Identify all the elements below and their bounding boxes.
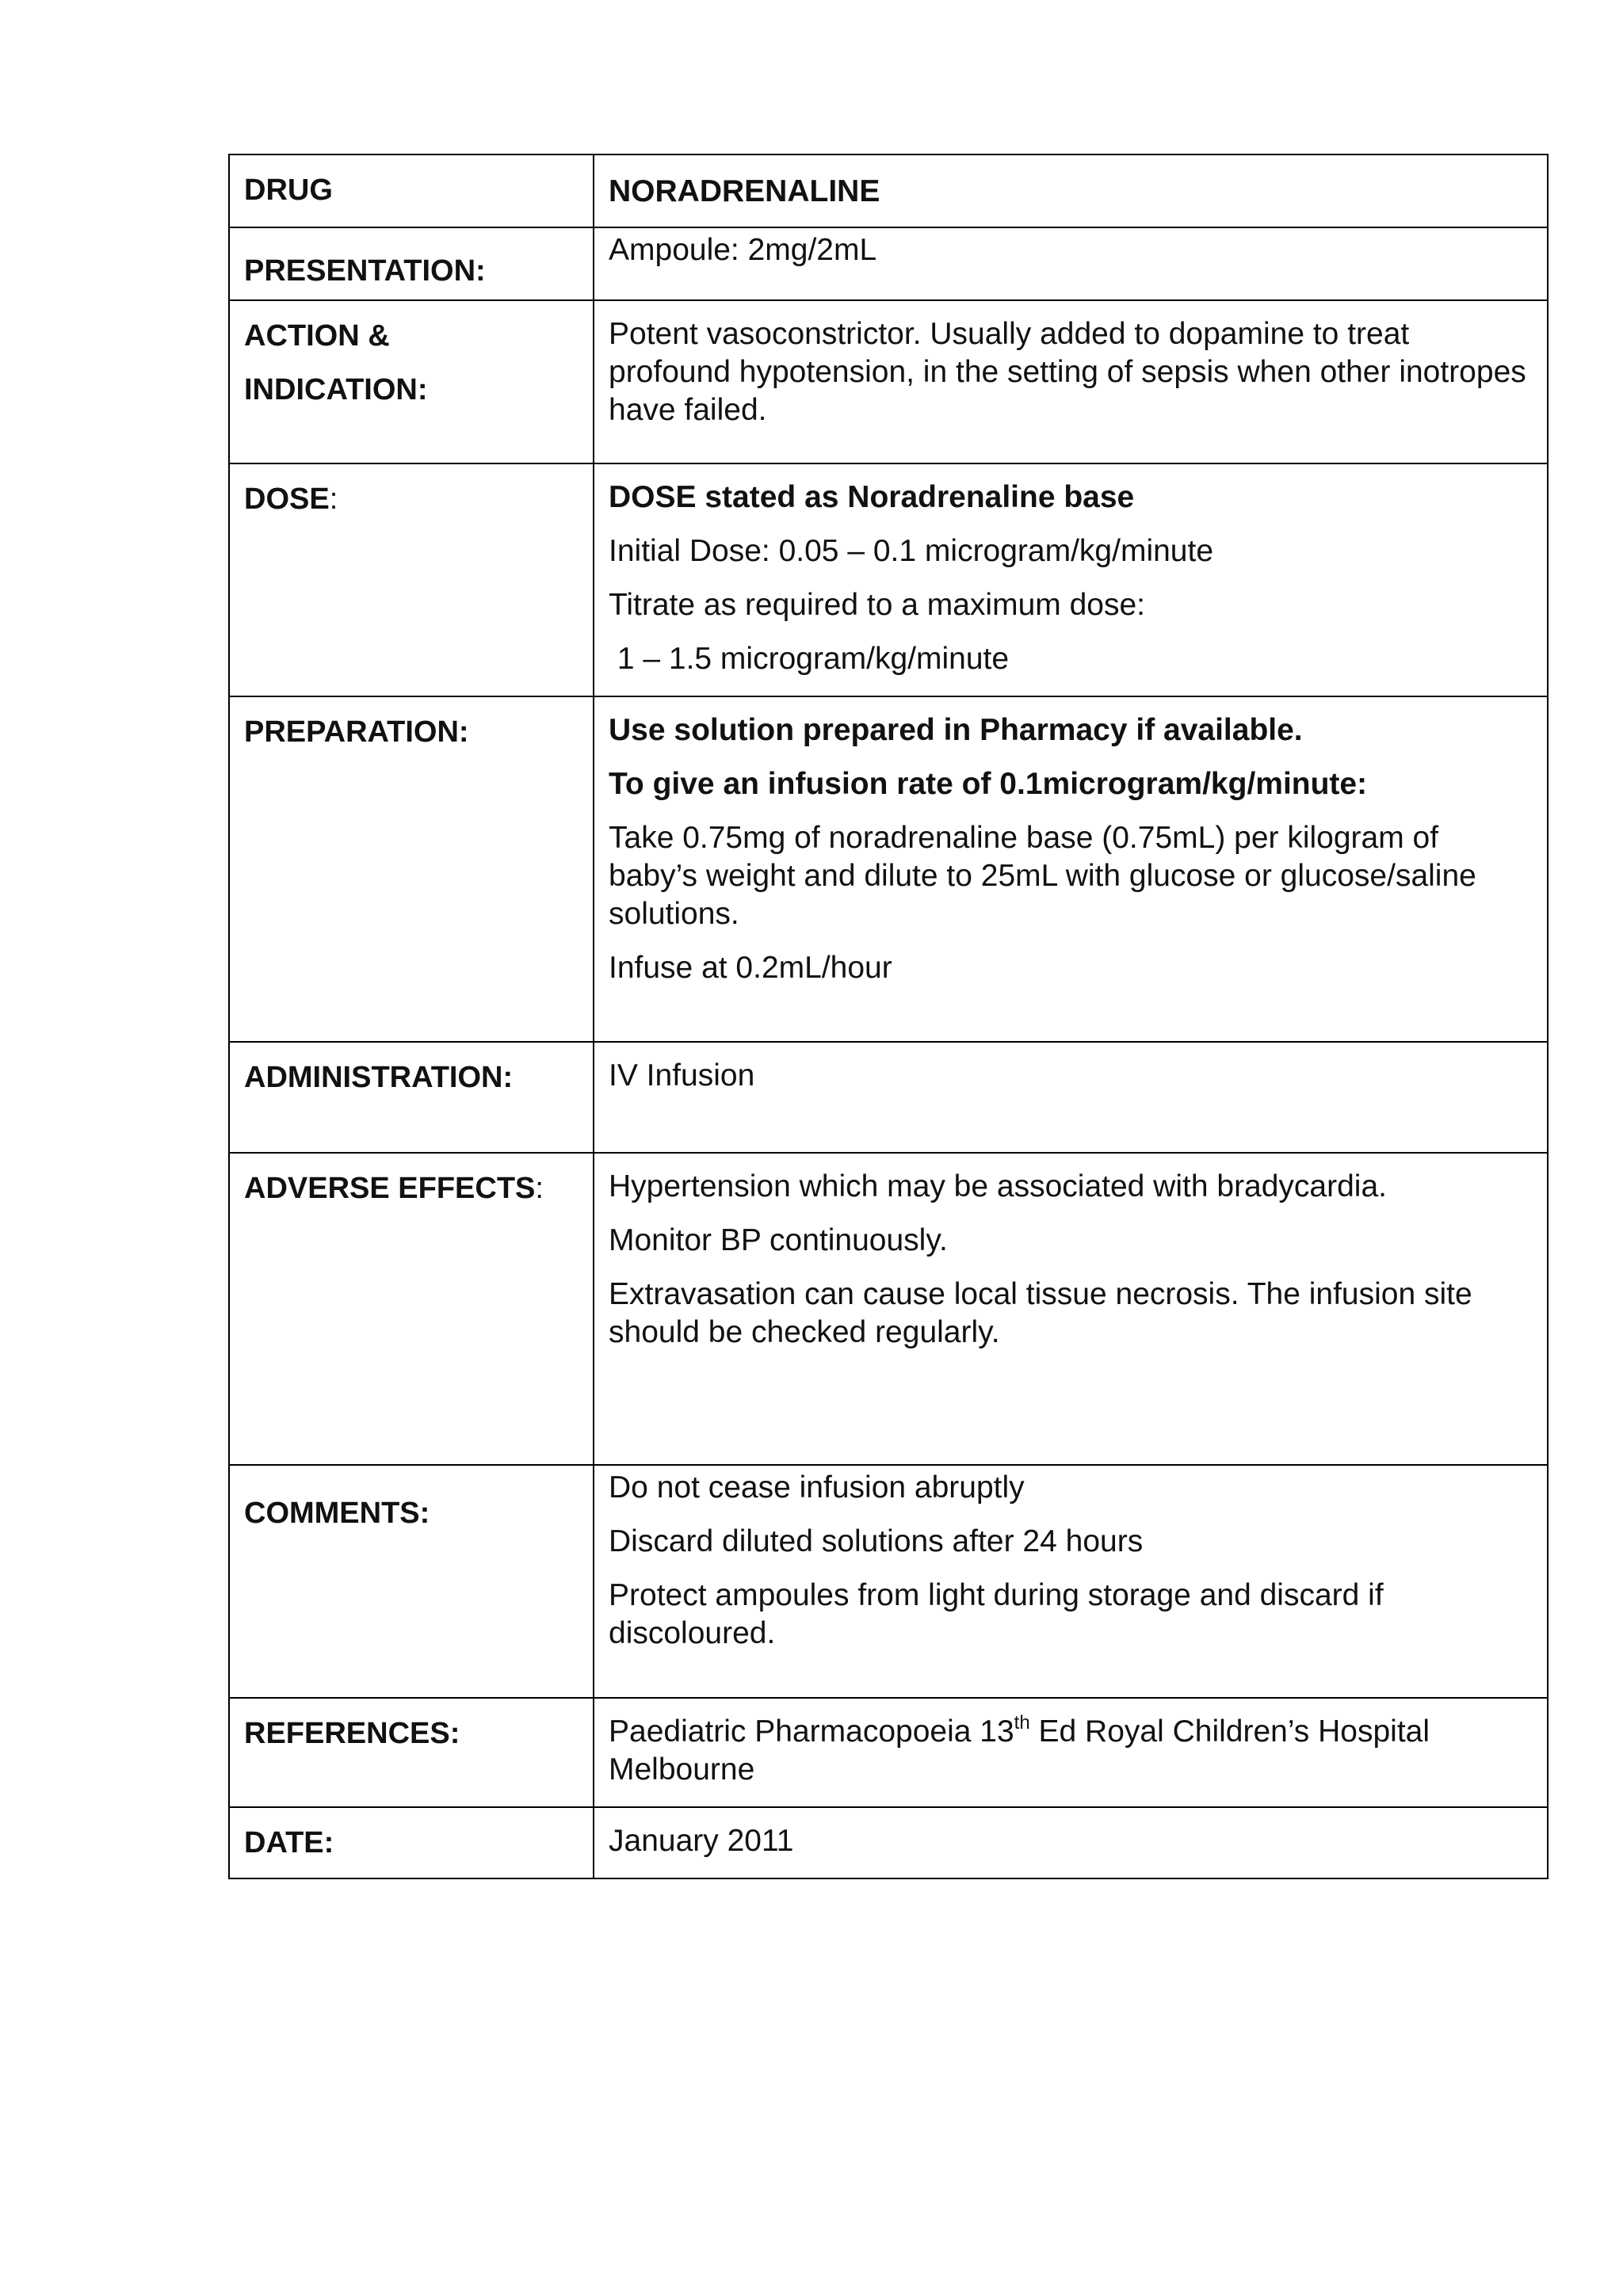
administration-text: IV Infusion [609,1058,755,1093]
adverse-line: Monitor BP continuously. [609,1223,948,1257]
label-drug [229,154,594,227]
label-text: ADVERSE EFFECTS: [244,1172,544,1205]
row-action-indication [229,300,1548,463]
row-administration [229,1042,1548,1153]
row-date [229,1807,1548,1878]
value-comments [594,1465,1548,1698]
dose-line: 1 – 1.5 microgram/kg/minute [609,642,1010,676]
value-preparation [594,696,1548,1042]
dose-line: Titrate as required to a maximum dose: [609,588,1145,622]
label-presentation [229,227,594,300]
label-text: REFERENCES: [244,1717,460,1750]
value-presentation [594,227,1548,300]
dose-line: Initial Dose: 0.05 – 0.1 microgram/kg/minute [609,534,1214,568]
preparation-line: Use solution prepared in Pharmacy if available. [609,713,1303,747]
label-text: ADMINISTRATION: [244,1061,514,1094]
comment-line: Do not cease infusion abruptly [609,1470,1025,1505]
row-references [229,1698,1548,1807]
label-comments [229,1465,594,1698]
value-references [594,1698,1548,1807]
row-drug [229,154,1548,227]
label-text: PRESENTATION: [244,254,486,288]
value-administration [594,1042,1548,1153]
label-date [229,1807,594,1878]
label-text: PREPARATION: [244,715,469,749]
label-text: DOSE: [244,482,338,516]
row-presentation [229,227,1548,300]
label-preparation [229,696,594,1042]
preparation-line: To give an infusion rate of 0.1microgram/kg/minute: [609,767,1368,801]
reference-text: Paediatric Pharmacopoeia 13th Ed Royal Children’s Hospital Melbourne [609,1712,1430,1787]
label-references [229,1698,594,1807]
label-action-indication [229,300,594,463]
presentation-text: Ampoule: 2mg/2mL [609,233,877,267]
row-preparation [229,696,1548,1042]
adverse-line: Hypertension which may be associated with bradycardia. [609,1169,1387,1203]
comment-line: Protect ampoules from light during storage and discard if discoloured. [609,1578,1384,1650]
label-dose [229,463,594,696]
value-action-indication [594,300,1548,463]
row-dose [229,463,1548,696]
row-adverse-effects [229,1153,1548,1465]
label-text: INDICATION: [244,373,428,406]
value-dose [594,463,1548,696]
action-text: Potent vasoconstrictor. Usually added to dopamine to treat profound hypotension, in the setting of sepsis when other inotropes have failed. [609,317,1526,427]
label-text: ACTION & [244,319,390,353]
adverse-line: Extravasation can cause local tissue necrosis. The infusion site should be checked regularly. [609,1277,1472,1349]
drug-table [228,154,1549,1879]
label-text: COMMENTS: [244,1497,430,1530]
dose-heading: DOSE stated as Noradrenaline base [609,480,1135,514]
drug-name: NORADRENALINE [609,174,880,208]
value-drug [594,154,1548,227]
label-text: DRUG [244,174,333,207]
comment-line: Discard diluted solutions after 24 hours [609,1524,1144,1558]
label-text: DATE: [244,1826,334,1859]
preparation-line: Take 0.75mg of noradrenaline base (0.75mL) per kilogram of baby’s weight and dilute to 25mL with glucose or glucose/saline solutions. [609,821,1476,931]
label-administration [229,1042,594,1153]
value-adverse-effects [594,1153,1548,1465]
value-date [594,1807,1548,1878]
row-comments [229,1465,1548,1698]
preparation-line: Infuse at 0.2mL/hour [609,951,892,985]
drug-information-sheet [228,154,1547,1879]
date-text: January 2011 [609,1824,794,1858]
label-adverse-effects [229,1153,594,1465]
